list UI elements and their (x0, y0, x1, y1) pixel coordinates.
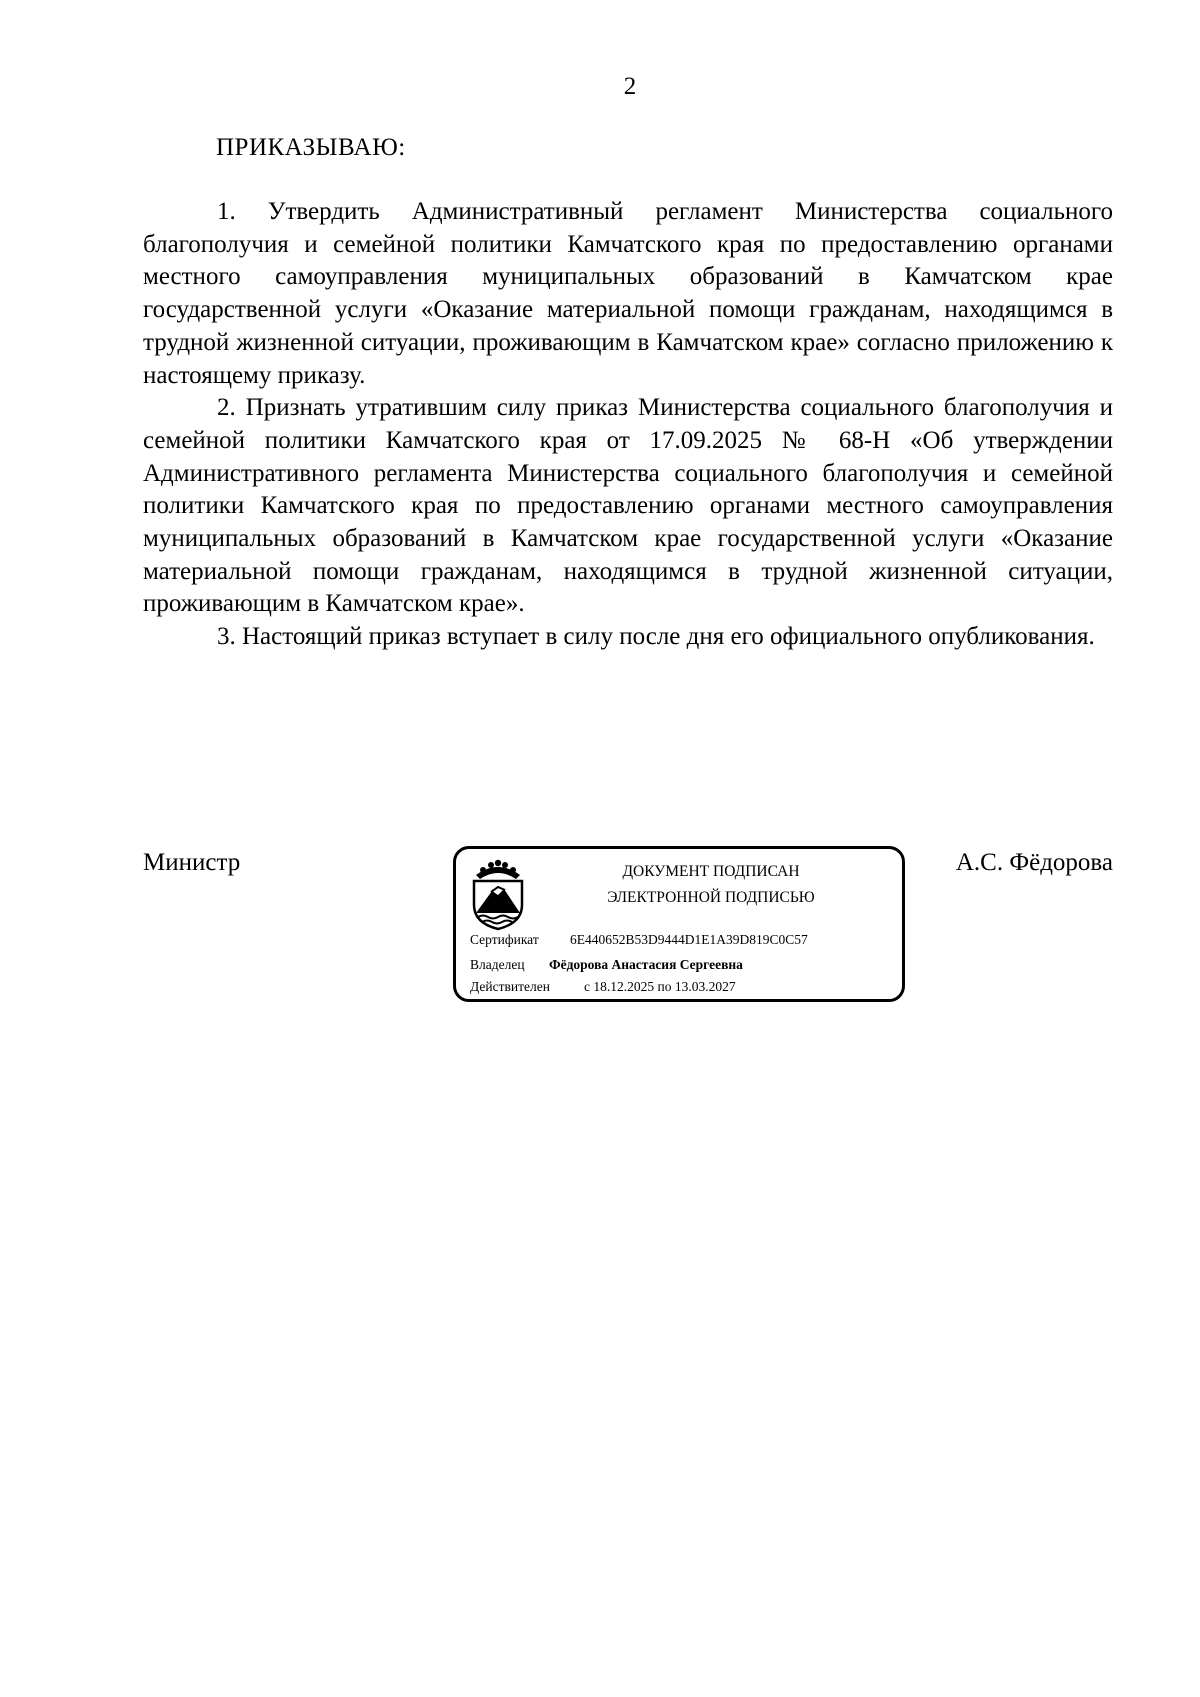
validity-value: с 18.12.2025 по 13.03.2027 (584, 979, 736, 994)
order-item-2: 2. Признать утратившим силу приказ Министерства социального благополучия и семейной политики Камчатского края от 17.09.2025 № 68-Н «Об утверждении Административного регламента Министерства социального благополучия и семейной политики Камчатского края по предоставлению органами местного самоуправления муниципальных образований в Камчатском крае государственной услуги «Оказание материальной помощи гражданам, находящимся в трудной жизненной ситуации, проживающим в Камчатском крае». (143, 394, 1113, 618)
owner-label: Владелец (470, 957, 525, 972)
signatory-name: А.С. Фёдорова (955, 849, 1113, 876)
stamp-header (551, 859, 871, 911)
stamp-header-line-1: ДОКУМЕНТ ПОДПИСАН (622, 863, 800, 880)
signatory-title: Министр (143, 849, 241, 876)
stamp-header-line-2: ЭЛЕКТРОННОЙ ПОДПИСЬЮ (607, 889, 815, 906)
page-number: 2 (623, 73, 637, 100)
kamchatka-coat-of-arms-icon (468, 857, 528, 931)
owner-value: Фёдорова Анастасия Сергеевна (549, 957, 743, 972)
order-body (143, 196, 1113, 654)
validity-label: Действителен (470, 979, 550, 994)
stamp-certificate-row (470, 931, 808, 949)
order-heading: ПРИКАЗЫВАЮ: (216, 134, 406, 161)
certificate-label: Сертификат (470, 932, 539, 947)
order-item-3: 3. Настоящий приказ вступает в силу после дня его официального опубликования. (217, 623, 1095, 651)
stamp-validity-row (470, 978, 736, 996)
order-item-1: 1. Утвердить Административный регламент Министерства социального благополучия и семейной политики Камчатского края по предоставлению органами местного самоуправления муниципальных образований в Камчатском крае государственной услуги «Оказание материальной помощи гражданам, находящимся в трудной жизненной ситуации, проживающим в Камчатском крае» согласно приложению к настоящему приказу. (143, 198, 1113, 389)
stamp-owner-row (470, 956, 743, 974)
certificate-value: 6E440652B53D9444D1E1A39D819C0C57 (570, 932, 808, 947)
electronic-signature-stamp (453, 846, 905, 1002)
